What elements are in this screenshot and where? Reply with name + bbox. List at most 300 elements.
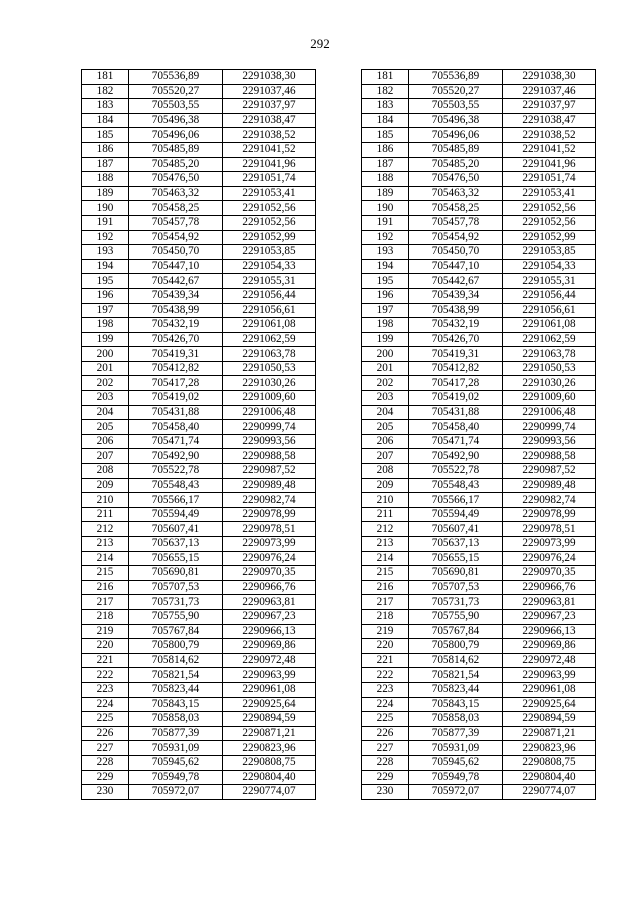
- left-y-coordinate-cell: 2290969,86: [223, 639, 316, 654]
- right-point-number-cell: 216: [362, 580, 409, 595]
- right-x-coordinate-cell: 705457,78: [409, 215, 503, 230]
- right-y-coordinate-cell: 2290823,96: [503, 741, 596, 756]
- left-point-number-cell: 207: [82, 449, 129, 464]
- table-row: [82, 785, 596, 800]
- column-gap: [316, 157, 362, 172]
- column-gap: [316, 507, 362, 522]
- table-row: [82, 537, 596, 552]
- right-point-number-cell: 192: [362, 230, 409, 245]
- column-gap: [316, 551, 362, 566]
- left-y-coordinate-cell: 2291037,46: [223, 84, 316, 99]
- right-point-number-cell: 226: [362, 726, 409, 741]
- table-row: [82, 741, 596, 756]
- left-point-number-cell: 196: [82, 288, 129, 303]
- right-y-coordinate-cell: 2290804,40: [503, 770, 596, 785]
- column-gap: [316, 376, 362, 391]
- left-y-coordinate-cell: 2291054,33: [223, 259, 316, 274]
- right-point-number-cell: 182: [362, 84, 409, 99]
- column-gap: [316, 566, 362, 581]
- right-x-coordinate-cell: 705447,10: [409, 259, 503, 274]
- column-gap: [316, 215, 362, 230]
- right-x-coordinate-cell: 705439,34: [409, 288, 503, 303]
- right-x-coordinate-cell: 705566,17: [409, 493, 503, 508]
- column-gap: [316, 113, 362, 128]
- left-x-coordinate-cell: 705945,62: [129, 755, 223, 770]
- right-y-coordinate-cell: 2291061,08: [503, 318, 596, 333]
- right-point-number-cell: 205: [362, 420, 409, 435]
- right-x-coordinate-cell: 705431,88: [409, 405, 503, 420]
- left-point-number-cell: 225: [82, 712, 129, 727]
- left-y-coordinate-cell: 2291038,52: [223, 128, 316, 143]
- left-x-coordinate-cell: 705972,07: [129, 785, 223, 800]
- column-gap: [316, 624, 362, 639]
- left-y-coordinate-cell: 2290993,56: [223, 434, 316, 449]
- table-row: [82, 201, 596, 216]
- left-x-coordinate-cell: 705438,99: [129, 303, 223, 318]
- right-y-coordinate-cell: 2290963,81: [503, 595, 596, 610]
- left-y-coordinate-cell: 2290978,51: [223, 522, 316, 537]
- column-gap: [316, 697, 362, 712]
- left-x-coordinate-cell: 705931,09: [129, 741, 223, 756]
- right-y-coordinate-cell: 2290967,23: [503, 609, 596, 624]
- left-x-coordinate-cell: 705419,31: [129, 347, 223, 362]
- column-gap: [316, 595, 362, 610]
- right-x-coordinate-cell: 705877,39: [409, 726, 503, 741]
- left-y-coordinate-cell: 2290925,64: [223, 697, 316, 712]
- right-x-coordinate-cell: 705503,55: [409, 99, 503, 114]
- right-y-coordinate-cell: 2291037,46: [503, 84, 596, 99]
- left-point-number-cell: 206: [82, 434, 129, 449]
- right-y-coordinate-cell: 2291041,52: [503, 142, 596, 157]
- right-point-number-cell: 213: [362, 537, 409, 552]
- right-point-number-cell: 221: [362, 653, 409, 668]
- left-y-coordinate-cell: 2290972,48: [223, 653, 316, 668]
- right-point-number-cell: 217: [362, 595, 409, 610]
- left-y-coordinate-cell: 2290989,48: [223, 478, 316, 493]
- table-row: [82, 288, 596, 303]
- left-y-coordinate-cell: 2290871,21: [223, 726, 316, 741]
- right-x-coordinate-cell: 705949,78: [409, 770, 503, 785]
- column-gap: [316, 245, 362, 260]
- table-row: [82, 668, 596, 683]
- left-point-number-cell: 200: [82, 347, 129, 362]
- left-y-coordinate-cell: 2290973,99: [223, 537, 316, 552]
- table-row: [82, 434, 596, 449]
- table-row: [82, 186, 596, 201]
- table-row: [82, 113, 596, 128]
- right-point-number-cell: 193: [362, 245, 409, 260]
- right-point-number-cell: 215: [362, 566, 409, 581]
- right-y-coordinate-cell: 2291050,53: [503, 361, 596, 376]
- left-point-number-cell: 226: [82, 726, 129, 741]
- left-y-coordinate-cell: 2291056,44: [223, 288, 316, 303]
- column-gap: [316, 639, 362, 654]
- left-point-number-cell: 193: [82, 245, 129, 260]
- left-point-number-cell: 191: [82, 215, 129, 230]
- right-y-coordinate-cell: 2290976,24: [503, 551, 596, 566]
- table-row: [82, 580, 596, 595]
- left-x-coordinate-cell: 705447,10: [129, 259, 223, 274]
- right-y-coordinate-cell: 2290774,07: [503, 785, 596, 800]
- left-x-coordinate-cell: 705412,82: [129, 361, 223, 376]
- right-x-coordinate-cell: 705419,31: [409, 347, 503, 362]
- right-point-number-cell: 212: [362, 522, 409, 537]
- left-x-coordinate-cell: 705485,20: [129, 157, 223, 172]
- table-row: [82, 624, 596, 639]
- right-x-coordinate-cell: 705450,70: [409, 245, 503, 260]
- left-x-coordinate-cell: 705690,81: [129, 566, 223, 581]
- right-x-coordinate-cell: 705972,07: [409, 785, 503, 800]
- left-point-number-cell: 188: [82, 172, 129, 187]
- table-row: [82, 464, 596, 479]
- column-gap: [316, 259, 362, 274]
- column-gap: [316, 201, 362, 216]
- column-gap: [316, 318, 362, 333]
- left-x-coordinate-cell: 705417,28: [129, 376, 223, 391]
- right-point-number-cell: 191: [362, 215, 409, 230]
- right-y-coordinate-cell: 2291051,74: [503, 172, 596, 187]
- right-point-number-cell: 185: [362, 128, 409, 143]
- right-point-number-cell: 207: [362, 449, 409, 464]
- right-y-coordinate-cell: 2290871,21: [503, 726, 596, 741]
- left-point-number-cell: 187: [82, 157, 129, 172]
- right-point-number-cell: 222: [362, 668, 409, 683]
- left-point-number-cell: 217: [82, 595, 129, 610]
- table-row: [82, 595, 596, 610]
- left-point-number-cell: 208: [82, 464, 129, 479]
- right-x-coordinate-cell: 705707,53: [409, 580, 503, 595]
- left-y-coordinate-cell: 2290982,74: [223, 493, 316, 508]
- right-x-coordinate-cell: 705520,27: [409, 84, 503, 99]
- left-point-number-cell: 205: [82, 420, 129, 435]
- left-x-coordinate-cell: 705450,70: [129, 245, 223, 260]
- column-gap: [316, 580, 362, 595]
- left-y-coordinate-cell: 2290970,35: [223, 566, 316, 581]
- left-y-coordinate-cell: 2290808,75: [223, 755, 316, 770]
- table-row: [82, 449, 596, 464]
- left-point-number-cell: 220: [82, 639, 129, 654]
- right-y-coordinate-cell: 2290925,64: [503, 697, 596, 712]
- column-gap: [316, 230, 362, 245]
- column-gap: [316, 726, 362, 741]
- left-y-coordinate-cell: 2290987,52: [223, 464, 316, 479]
- left-x-coordinate-cell: 705457,78: [129, 215, 223, 230]
- column-gap: [316, 770, 362, 785]
- right-point-number-cell: 214: [362, 551, 409, 566]
- column-gap: [316, 682, 362, 697]
- column-gap: [316, 537, 362, 552]
- right-x-coordinate-cell: 705419,02: [409, 391, 503, 406]
- table-row: [82, 405, 596, 420]
- right-x-coordinate-cell: 705637,13: [409, 537, 503, 552]
- column-gap: [316, 142, 362, 157]
- right-x-coordinate-cell: 705496,38: [409, 113, 503, 128]
- left-y-coordinate-cell: 2290978,99: [223, 507, 316, 522]
- column-gap: [316, 449, 362, 464]
- left-point-number-cell: 209: [82, 478, 129, 493]
- column-gap: [316, 84, 362, 99]
- left-x-coordinate-cell: 705471,74: [129, 434, 223, 449]
- right-point-number-cell: 209: [362, 478, 409, 493]
- table-row: [82, 755, 596, 770]
- right-x-coordinate-cell: 705471,74: [409, 434, 503, 449]
- right-x-coordinate-cell: 705442,67: [409, 274, 503, 289]
- table-row: [82, 566, 596, 581]
- left-x-coordinate-cell: 705476,50: [129, 172, 223, 187]
- coordinates-table: [81, 69, 596, 800]
- table-row: [82, 230, 596, 245]
- right-x-coordinate-cell: 705931,09: [409, 741, 503, 756]
- right-x-coordinate-cell: 705485,20: [409, 157, 503, 172]
- column-gap: [316, 391, 362, 406]
- right-point-number-cell: 230: [362, 785, 409, 800]
- left-x-coordinate-cell: 705520,27: [129, 84, 223, 99]
- left-x-coordinate-cell: 705458,40: [129, 420, 223, 435]
- table-row: [82, 142, 596, 157]
- column-gap: [316, 186, 362, 201]
- right-y-coordinate-cell: 2290966,13: [503, 624, 596, 639]
- right-y-coordinate-cell: 2290808,75: [503, 755, 596, 770]
- right-x-coordinate-cell: 705814,62: [409, 653, 503, 668]
- left-point-number-cell: 183: [82, 99, 129, 114]
- left-point-number-cell: 199: [82, 332, 129, 347]
- right-x-coordinate-cell: 705492,90: [409, 449, 503, 464]
- left-x-coordinate-cell: 705767,84: [129, 624, 223, 639]
- right-y-coordinate-cell: 2290989,48: [503, 478, 596, 493]
- right-point-number-cell: 224: [362, 697, 409, 712]
- column-gap: [316, 128, 362, 143]
- right-x-coordinate-cell: 705823,44: [409, 682, 503, 697]
- left-y-coordinate-cell: 2290963,99: [223, 668, 316, 683]
- left-point-number-cell: 221: [82, 653, 129, 668]
- left-point-number-cell: 213: [82, 537, 129, 552]
- left-point-number-cell: 201: [82, 361, 129, 376]
- right-y-coordinate-cell: 2291041,96: [503, 157, 596, 172]
- right-x-coordinate-cell: 705536,89: [409, 70, 503, 85]
- table-row: [82, 726, 596, 741]
- right-point-number-cell: 203: [362, 391, 409, 406]
- left-y-coordinate-cell: 2291050,53: [223, 361, 316, 376]
- left-point-number-cell: 211: [82, 507, 129, 522]
- right-x-coordinate-cell: 705417,28: [409, 376, 503, 391]
- right-y-coordinate-cell: 2290978,99: [503, 507, 596, 522]
- left-point-number-cell: 223: [82, 682, 129, 697]
- right-x-coordinate-cell: 705843,15: [409, 697, 503, 712]
- left-x-coordinate-cell: 705426,70: [129, 332, 223, 347]
- table-row: [82, 420, 596, 435]
- left-x-coordinate-cell: 705503,55: [129, 99, 223, 114]
- right-y-coordinate-cell: 2291063,78: [503, 347, 596, 362]
- left-x-coordinate-cell: 705522,78: [129, 464, 223, 479]
- left-y-coordinate-cell: 2291061,08: [223, 318, 316, 333]
- right-x-coordinate-cell: 705607,41: [409, 522, 503, 537]
- right-x-coordinate-cell: 705522,78: [409, 464, 503, 479]
- left-x-coordinate-cell: 705458,25: [129, 201, 223, 216]
- right-point-number-cell: 227: [362, 741, 409, 756]
- right-x-coordinate-cell: 705458,25: [409, 201, 503, 216]
- right-point-number-cell: 196: [362, 288, 409, 303]
- right-x-coordinate-cell: 705454,92: [409, 230, 503, 245]
- right-x-coordinate-cell: 705594,49: [409, 507, 503, 522]
- right-y-coordinate-cell: 2291038,52: [503, 128, 596, 143]
- right-x-coordinate-cell: 705945,62: [409, 755, 503, 770]
- left-point-number-cell: 197: [82, 303, 129, 318]
- left-point-number-cell: 216: [82, 580, 129, 595]
- column-gap: [316, 274, 362, 289]
- column-gap: [316, 405, 362, 420]
- right-x-coordinate-cell: 705496,06: [409, 128, 503, 143]
- right-point-number-cell: 218: [362, 609, 409, 624]
- right-point-number-cell: 199: [362, 332, 409, 347]
- left-y-coordinate-cell: 2290988,58: [223, 449, 316, 464]
- right-y-coordinate-cell: 2291037,97: [503, 99, 596, 114]
- right-x-coordinate-cell: 705755,90: [409, 609, 503, 624]
- left-point-number-cell: 230: [82, 785, 129, 800]
- right-point-number-cell: 210: [362, 493, 409, 508]
- table-row: [82, 653, 596, 668]
- left-x-coordinate-cell: 705755,90: [129, 609, 223, 624]
- left-y-coordinate-cell: 2290823,96: [223, 741, 316, 756]
- right-y-coordinate-cell: 2290972,48: [503, 653, 596, 668]
- right-x-coordinate-cell: 705800,79: [409, 639, 503, 654]
- table-row: [82, 682, 596, 697]
- left-x-coordinate-cell: 705731,73: [129, 595, 223, 610]
- left-x-coordinate-cell: 705432,19: [129, 318, 223, 333]
- left-x-coordinate-cell: 705492,90: [129, 449, 223, 464]
- right-y-coordinate-cell: 2290982,74: [503, 493, 596, 508]
- right-point-number-cell: 204: [362, 405, 409, 420]
- left-y-coordinate-cell: 2290967,23: [223, 609, 316, 624]
- right-y-coordinate-cell: 2290978,51: [503, 522, 596, 537]
- left-point-number-cell: 195: [82, 274, 129, 289]
- column-gap: [316, 464, 362, 479]
- left-x-coordinate-cell: 705607,41: [129, 522, 223, 537]
- left-y-coordinate-cell: 2290966,13: [223, 624, 316, 639]
- left-point-number-cell: 227: [82, 741, 129, 756]
- table-row: [82, 172, 596, 187]
- right-y-coordinate-cell: 2290966,76: [503, 580, 596, 595]
- column-gap: [316, 70, 362, 85]
- coordinates-table-body: [82, 70, 596, 800]
- right-x-coordinate-cell: 705476,50: [409, 172, 503, 187]
- left-y-coordinate-cell: 2291051,74: [223, 172, 316, 187]
- right-point-number-cell: 188: [362, 172, 409, 187]
- right-x-coordinate-cell: 705485,89: [409, 142, 503, 157]
- column-gap: [316, 99, 362, 114]
- right-y-coordinate-cell: 2291055,31: [503, 274, 596, 289]
- left-x-coordinate-cell: 705431,88: [129, 405, 223, 420]
- left-x-coordinate-cell: 705594,49: [129, 507, 223, 522]
- left-x-coordinate-cell: 705566,17: [129, 493, 223, 508]
- right-point-number-cell: 184: [362, 113, 409, 128]
- table-row: [82, 770, 596, 785]
- right-y-coordinate-cell: 2291062,59: [503, 332, 596, 347]
- left-y-coordinate-cell: 2291038,30: [223, 70, 316, 85]
- right-y-coordinate-cell: 2290970,35: [503, 566, 596, 581]
- column-gap: [316, 303, 362, 318]
- right-y-coordinate-cell: 2291052,56: [503, 215, 596, 230]
- right-y-coordinate-cell: 2290894,59: [503, 712, 596, 727]
- left-y-coordinate-cell: 2291052,56: [223, 215, 316, 230]
- table-row: [82, 245, 596, 260]
- left-point-number-cell: 219: [82, 624, 129, 639]
- right-y-coordinate-cell: 2290993,56: [503, 434, 596, 449]
- table-row: [82, 157, 596, 172]
- page-number: 292: [310, 36, 330, 51]
- left-y-coordinate-cell: 2290961,08: [223, 682, 316, 697]
- column-gap: [316, 434, 362, 449]
- right-point-number-cell: 229: [362, 770, 409, 785]
- right-x-coordinate-cell: 705426,70: [409, 332, 503, 347]
- left-point-number-cell: 215: [82, 566, 129, 581]
- table-row: [82, 493, 596, 508]
- right-y-coordinate-cell: 2291038,47: [503, 113, 596, 128]
- left-point-number-cell: 194: [82, 259, 129, 274]
- table-row: [82, 259, 596, 274]
- right-y-coordinate-cell: 2291009,60: [503, 391, 596, 406]
- table-row: [82, 639, 596, 654]
- left-y-coordinate-cell: 2291052,56: [223, 201, 316, 216]
- left-y-coordinate-cell: 2291009,60: [223, 391, 316, 406]
- right-y-coordinate-cell: 2290969,86: [503, 639, 596, 654]
- left-point-number-cell: 214: [82, 551, 129, 566]
- left-x-coordinate-cell: 705496,38: [129, 113, 223, 128]
- right-x-coordinate-cell: 705690,81: [409, 566, 503, 581]
- left-point-number-cell: 184: [82, 113, 129, 128]
- left-x-coordinate-cell: 705843,15: [129, 697, 223, 712]
- table-row: [82, 215, 596, 230]
- column-gap: [316, 522, 362, 537]
- left-y-coordinate-cell: 2291041,96: [223, 157, 316, 172]
- table-row: [82, 84, 596, 99]
- right-point-number-cell: 208: [362, 464, 409, 479]
- right-y-coordinate-cell: 2291054,33: [503, 259, 596, 274]
- right-point-number-cell: 190: [362, 201, 409, 216]
- table-row: [82, 697, 596, 712]
- right-point-number-cell: 219: [362, 624, 409, 639]
- left-x-coordinate-cell: 705821,54: [129, 668, 223, 683]
- column-gap: [316, 493, 362, 508]
- left-y-coordinate-cell: 2290963,81: [223, 595, 316, 610]
- column-gap: [316, 361, 362, 376]
- left-y-coordinate-cell: 2290774,07: [223, 785, 316, 800]
- left-y-coordinate-cell: 2290894,59: [223, 712, 316, 727]
- right-y-coordinate-cell: 2290999,74: [503, 420, 596, 435]
- left-point-number-cell: 228: [82, 755, 129, 770]
- right-y-coordinate-cell: 2290988,58: [503, 449, 596, 464]
- right-x-coordinate-cell: 705858,03: [409, 712, 503, 727]
- table-row: [82, 391, 596, 406]
- right-y-coordinate-cell: 2290987,52: [503, 464, 596, 479]
- column-gap: [316, 741, 362, 756]
- left-point-number-cell: 192: [82, 230, 129, 245]
- left-x-coordinate-cell: 705442,67: [129, 274, 223, 289]
- left-x-coordinate-cell: 705707,53: [129, 580, 223, 595]
- right-point-number-cell: 197: [362, 303, 409, 318]
- right-y-coordinate-cell: 2291038,30: [503, 70, 596, 85]
- right-x-coordinate-cell: 705463,32: [409, 186, 503, 201]
- left-y-coordinate-cell: 2291055,31: [223, 274, 316, 289]
- left-x-coordinate-cell: 705463,32: [129, 186, 223, 201]
- right-point-number-cell: 183: [362, 99, 409, 114]
- right-x-coordinate-cell: 705821,54: [409, 668, 503, 683]
- left-y-coordinate-cell: 2291041,52: [223, 142, 316, 157]
- left-x-coordinate-cell: 705655,15: [129, 551, 223, 566]
- right-y-coordinate-cell: 2291052,99: [503, 230, 596, 245]
- left-point-number-cell: 202: [82, 376, 129, 391]
- left-y-coordinate-cell: 2291052,99: [223, 230, 316, 245]
- right-point-number-cell: 186: [362, 142, 409, 157]
